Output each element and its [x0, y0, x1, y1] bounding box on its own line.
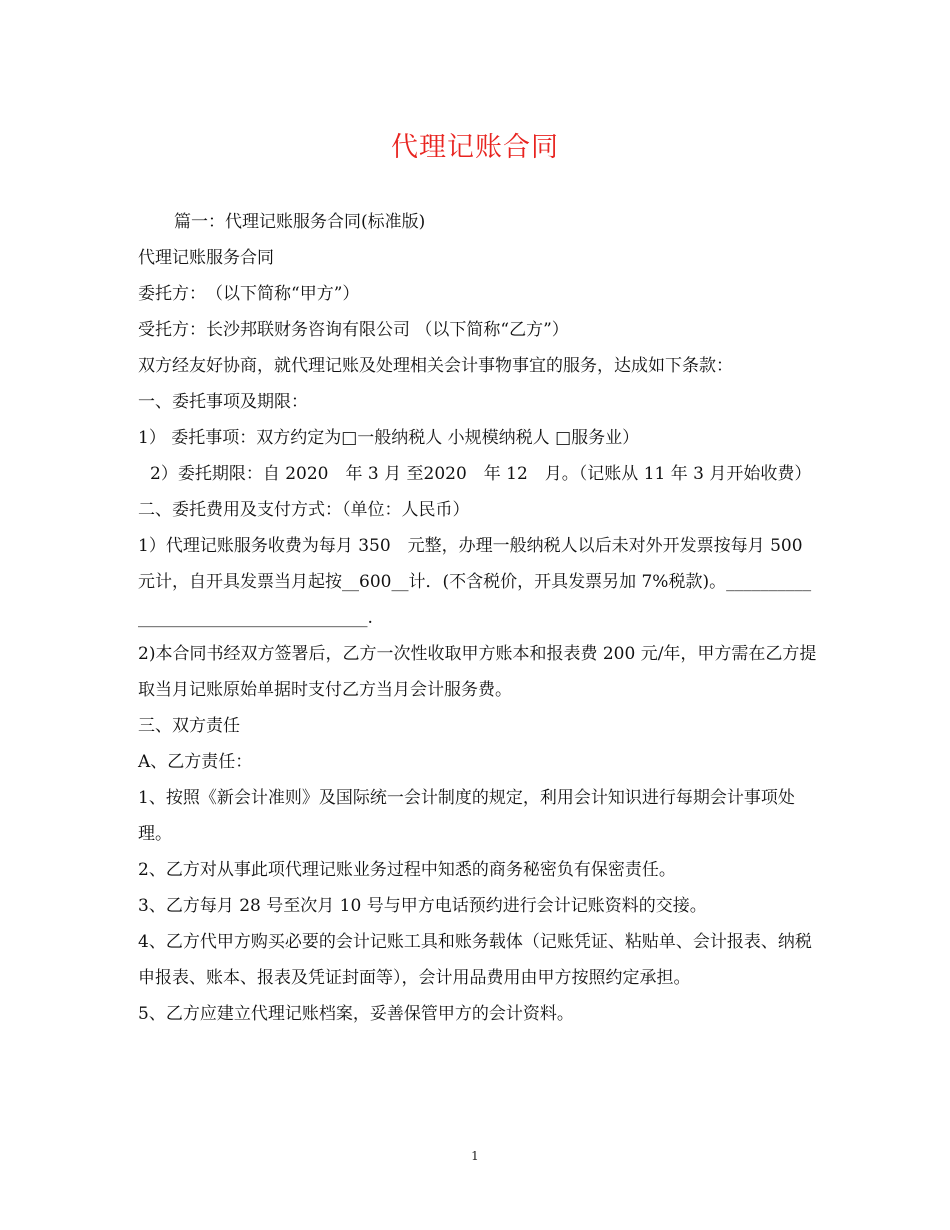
- paragraph-contractor: 受托方：长沙邦联财务咨询有限公司 （以下简称“乙方”）: [138, 320, 569, 340]
- paragraph-client: 委托方： （以下简称“甲方”）: [138, 284, 360, 304]
- page-number: 1: [471, 1149, 479, 1163]
- paragraph-heading-fees: 二、委托费用及支付方式：（单位：人民币）: [138, 500, 470, 520]
- paragraph-books-fee: 2)本合同书经双方签署后，乙方一次性收取甲方账本和报表费 200 元/年，甲方需在乙方提取当月记账原始单据时支付乙方当月会计服务费。: [138, 644, 817, 700]
- paragraph-contract-name: 代理记账服务合同: [138, 248, 274, 268]
- paragraph-section-heading: 篇一：代理记账服务合同(标准版): [174, 212, 426, 232]
- paragraph-entrusted-matters: 1） 委托事项：双方约定为□一般纳税人 小规模纳税人 □服务业）: [138, 428, 640, 448]
- paragraph-responsibility-1: 1、按照《新会计准则》及国际统一会计制度的规定，利用会计知识进行每期会计事项处理。: [138, 788, 795, 844]
- document-body: [138, 204, 818, 1032]
- paragraph-responsibility-3: 3、乙方每月 28 号至次月 10 号与甲方电话预约进行会计记账资料的交接。: [138, 896, 707, 916]
- paragraph-agreement-intro: 双方经友好协商，就代理记账及处理相关会计事物事宜的服务，达成如下条款：: [138, 356, 733, 376]
- paragraph-entrustment-period: 2）委托期限：自 2020 年 3 月 至2020 年 12 月。（记账从 11 年 3 月开始收费）: [150, 464, 812, 484]
- paragraph-heading-entrustment: 一、委托事项及期限：: [138, 392, 308, 412]
- paragraph-responsibility-4: 4、乙方代甲方购买必要的会计记账工具和账务载体（记账凭证、粘贴单、会计报表、纳税申报表、账本、报表及凭证封面等），会计用品费用由甲方按照约定承担。: [138, 932, 812, 988]
- paragraph-heading-responsibilities: 三、双方责任: [138, 716, 240, 736]
- paragraph-responsibility-2: 2、乙方对从事此项代理记账业务过程中知悉的商务秘密负有保密责任。: [138, 860, 676, 880]
- paragraph-service-fee: 1）代理记账服务收费为每月 350 元整，办理一般纳税人以后未对外开发票按每月 500 元计，自开具发票当月起按__600__计．(不含税价，开具发票另加 7%税款)。_____________________________________.: [138, 536, 812, 628]
- paragraph-responsibility-5: 5、乙方应建立代理记账档案，妥善保管甲方的会计资料。: [138, 1004, 574, 1024]
- paragraph-party-b-responsibilities: A、乙方责任：: [138, 752, 253, 772]
- document-title: 代理记账合同: [391, 132, 559, 163]
